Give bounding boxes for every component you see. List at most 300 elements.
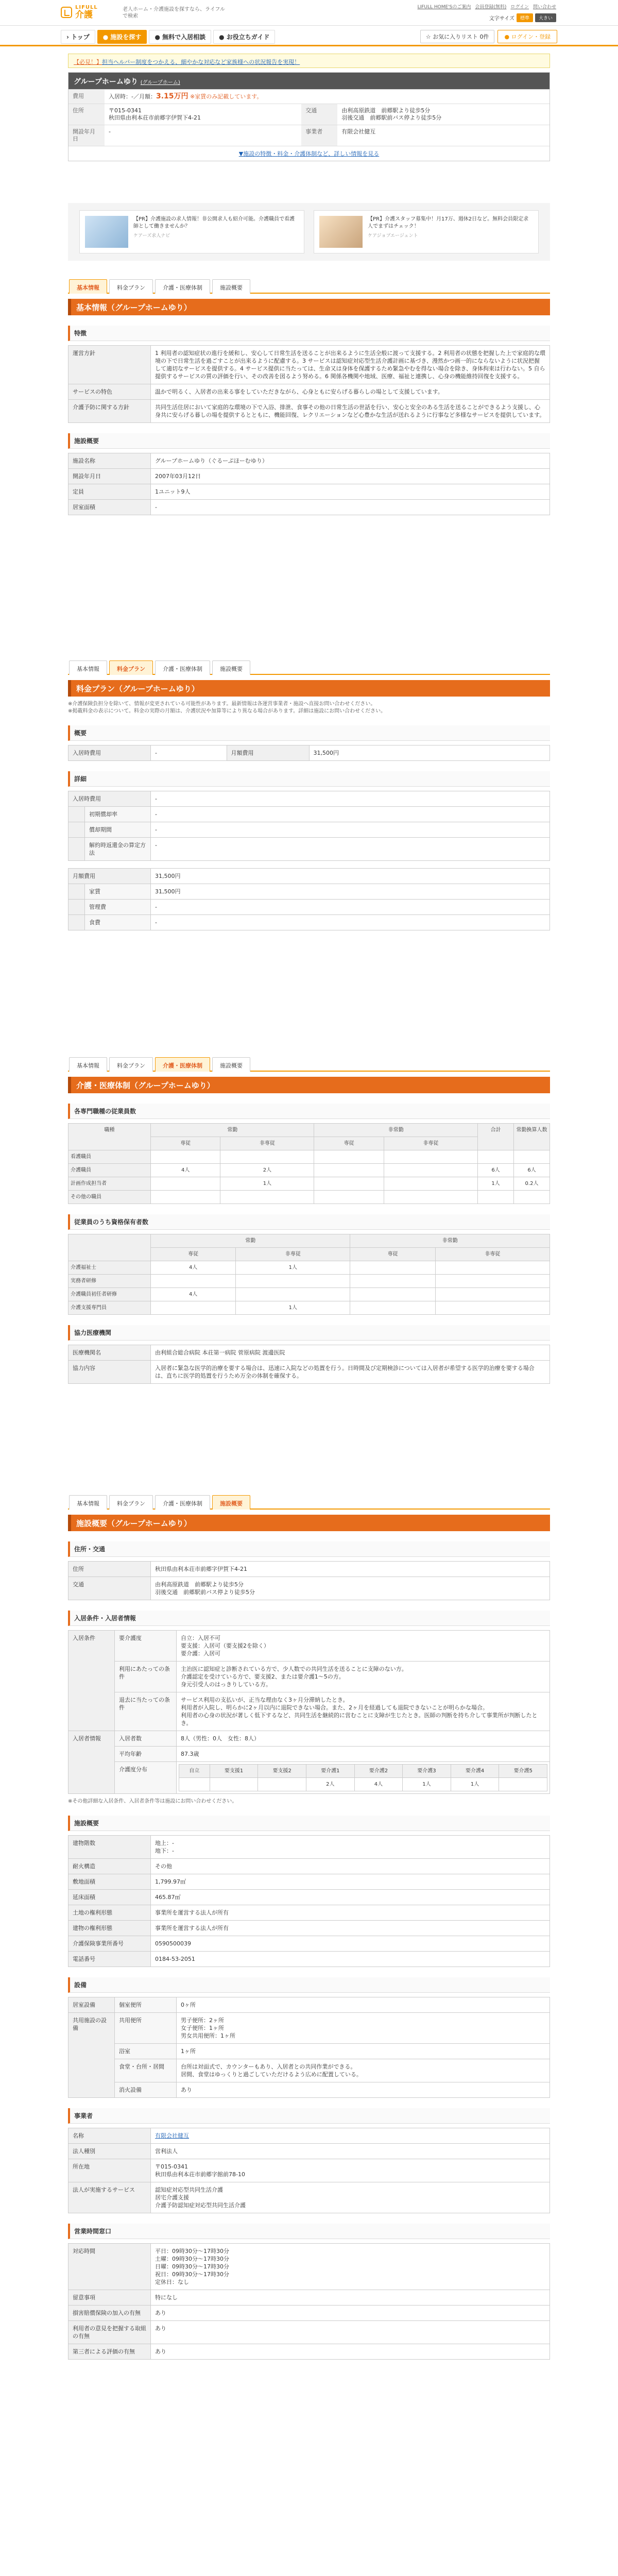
cell-label: 費用 bbox=[68, 90, 105, 104]
table-row bbox=[68, 1747, 550, 1762]
cell-value bbox=[435, 1275, 550, 1288]
subsection-title: 設備 bbox=[68, 1977, 550, 1993]
nav-guide-label: お役立ちガイド bbox=[226, 33, 270, 41]
facility-title: グループホームゆり bbox=[74, 78, 138, 86]
facility-type[interactable]: (グループホーム) bbox=[140, 80, 180, 86]
price-prefix: 入居時：-／月額： bbox=[109, 93, 156, 100]
font-large-button[interactable]: 大きい bbox=[535, 13, 556, 22]
table-row bbox=[68, 900, 550, 915]
tab-care[interactable]: 介護・医療体制 bbox=[155, 1057, 210, 1072]
nav-consult[interactable]: ● 無料で入居相談 bbox=[149, 30, 211, 44]
section-heading: 料金プラン（グループホームゆり） bbox=[68, 680, 550, 697]
cell-value: 2人 bbox=[220, 1164, 314, 1177]
tab-price[interactable]: 料金プラン bbox=[109, 1495, 153, 1510]
detail-link[interactable]: ▼施設の特徴・料金・介護体制など、詳しい情報を見る bbox=[68, 146, 550, 161]
nav-top[interactable]: › トップ bbox=[61, 30, 95, 44]
table-row bbox=[68, 384, 550, 400]
cell-value: 1人 bbox=[220, 1177, 314, 1191]
notice-text: 担当ヘルパー制度をつかえる、細やかな対応など家族様への状況報告を実現！ bbox=[102, 59, 300, 65]
cell-value bbox=[514, 1150, 550, 1164]
cell-label: 浴室 bbox=[115, 2044, 177, 2059]
subsection-title: 協力医療機関 bbox=[68, 1325, 550, 1341]
cell-label: 運営方針 bbox=[68, 346, 151, 384]
tagline: 老人ホーム・介護施設を探すなら、ライフルで検索 bbox=[123, 7, 225, 19]
nav-search-label: 施設を探す bbox=[110, 33, 142, 41]
cell-value: - bbox=[151, 915, 550, 930]
table-row bbox=[68, 822, 550, 838]
cell-value bbox=[210, 1778, 258, 1791]
cell-value: 共同生活住居において家庭的な環境の下で入浴、排泄、食事その他の日常生活の世話を行い、安心と安全のある生活を送ることができるよう支援し、心身共に安らげる暮しの場を提供するとともに、機能回復、レクリエーションなど心豊かな生活が送れるように行事など多様なサービスを提供しています。 bbox=[151, 400, 550, 423]
column-header: 非専従 bbox=[236, 1248, 350, 1261]
cell-value bbox=[236, 1288, 350, 1301]
cell-value: 1ユニット9人 bbox=[151, 484, 550, 500]
tab-facility[interactable]: 施設概要 bbox=[212, 1495, 250, 1510]
cell-value: 465.87㎡ bbox=[151, 1890, 550, 1905]
cell-label: 居室面積 bbox=[68, 500, 151, 515]
cell-value: 4人 bbox=[354, 1778, 403, 1791]
cell-label: 利用にあたっての条件 bbox=[115, 1662, 177, 1692]
table-row bbox=[68, 1191, 550, 1204]
nav-consult-label: 無料で入居相談 bbox=[162, 33, 206, 41]
section-tabs bbox=[68, 659, 550, 675]
facility-title-bar bbox=[68, 73, 550, 89]
cell-value: 男子便所：2ヶ所 女子便所：1ヶ所 男女共用便所：1ヶ所 bbox=[177, 2013, 550, 2044]
cell-value bbox=[350, 1288, 435, 1301]
table-row bbox=[68, 346, 550, 384]
cell-value bbox=[179, 1778, 210, 1791]
ad-area bbox=[68, 203, 550, 261]
cell-label: 償却期間 bbox=[85, 822, 151, 838]
cell-value: 4人 bbox=[151, 1288, 236, 1301]
table-row bbox=[68, 1261, 550, 1275]
login-button[interactable]: ● ログイン・登録 bbox=[497, 30, 557, 43]
cell-label: 延床面積 bbox=[68, 1890, 151, 1905]
table-row bbox=[68, 1577, 550, 1600]
table-row bbox=[68, 2044, 550, 2059]
column-header: 非専従 bbox=[220, 1137, 314, 1150]
cell-label: 平均年齢 bbox=[115, 1747, 177, 1762]
column-header: 常勤 bbox=[151, 1234, 350, 1248]
cell-value: 2007年03月12日 bbox=[151, 469, 550, 484]
nav-guide[interactable]: ● お役立ちガイド bbox=[213, 30, 275, 44]
cell-label: 要介護度 bbox=[115, 1631, 177, 1662]
cell-value: 4人 bbox=[151, 1164, 220, 1177]
cell-label: 居室設備 bbox=[68, 1997, 115, 2013]
facility-summary-table bbox=[68, 89, 550, 146]
site-logo[interactable] bbox=[61, 5, 98, 20]
font-size-label: 文字サイズ bbox=[489, 16, 514, 22]
cell-label: 利用者の意見を把握する取組の有無 bbox=[68, 2321, 151, 2344]
cell-label: 名称 bbox=[68, 2128, 151, 2144]
table-row bbox=[68, 484, 550, 500]
cell-value bbox=[151, 1177, 220, 1191]
building-table bbox=[68, 1835, 550, 1967]
column-header: 常勤換算人数 bbox=[514, 1124, 550, 1150]
column-header: 要介護2 bbox=[354, 1765, 403, 1778]
cell-value: 1人 bbox=[478, 1177, 514, 1191]
cell-value: あり bbox=[151, 2306, 550, 2321]
qualification-table bbox=[68, 1234, 550, 1315]
cell-label: 電話番号 bbox=[68, 1952, 151, 1967]
cell-value bbox=[384, 1177, 477, 1191]
table-row bbox=[68, 1301, 550, 1315]
cell-value bbox=[105, 90, 550, 104]
notice-prefix: 【必見！】 bbox=[74, 59, 102, 65]
cell-label: 初期償却率 bbox=[85, 807, 151, 822]
row-label: 計画作成担当者 bbox=[68, 1177, 151, 1191]
column-header: 専従 bbox=[314, 1137, 384, 1150]
column-header: 自立 bbox=[179, 1765, 210, 1778]
cell-value: サービス利用の支払いが、正当な理由なく3ヶ月分滞納したとき。 利用者が入院し、明らかに2ヶ月以内に退院できない場合。また、2ヶ月を経過しても退院できないことが明らかな場合。 利用者の心身の状況が著しく低下するなど、共同生活を継続的に営むことに支障が生じたとき。医師の判断を持ち介して事業所が判断したとき。 bbox=[177, 1692, 550, 1731]
ad-card[interactable] bbox=[314, 210, 539, 253]
cell-label: 共用便所 bbox=[115, 2013, 177, 2044]
table-row bbox=[68, 2321, 550, 2344]
cell-label: 交通 bbox=[68, 1577, 151, 1600]
cell-label: 所在地 bbox=[68, 2159, 151, 2182]
ad-text bbox=[368, 216, 533, 248]
cell-value: 1,799.97㎡ bbox=[151, 1874, 550, 1890]
column-header: 職種 bbox=[68, 1124, 151, 1150]
cell-label: 退去に当たっての条件 bbox=[115, 1692, 177, 1731]
cell-value: 〒015-0341 秋田県由利本荘市前郷字伊賀下4-21 bbox=[105, 104, 301, 125]
cell-value bbox=[350, 1261, 435, 1275]
table-row bbox=[68, 807, 550, 822]
section-heading: 介護・医療体制（グループホームゆり） bbox=[68, 1077, 550, 1093]
cell-label: 解約時返還金の算定方法 bbox=[85, 838, 151, 861]
cell-indent bbox=[68, 900, 85, 915]
entry-cost-table bbox=[68, 791, 550, 861]
table-row bbox=[68, 1762, 550, 1794]
cell-value: 由利組合総合病院 本荘第一病院 菅原病院 渡邊医院 bbox=[151, 1345, 550, 1361]
tab-price[interactable]: 料金プラン bbox=[109, 279, 153, 294]
table-row bbox=[68, 884, 550, 900]
row-label: 介護職員 bbox=[68, 1164, 151, 1177]
table-row bbox=[68, 1890, 550, 1905]
tab-basic[interactable]: 基本情報 bbox=[69, 1495, 107, 1510]
cell-label: 敷地面積 bbox=[68, 1874, 151, 1890]
cell-label: 個室便所 bbox=[115, 1997, 177, 2013]
table-row bbox=[68, 1662, 550, 1692]
column-header: 要支援1 bbox=[210, 1765, 258, 1778]
favorites-count: 0件 bbox=[479, 33, 489, 40]
cell-value: 0ヶ所 bbox=[177, 1997, 550, 2013]
cell-label: 入居時費用 bbox=[68, 745, 151, 761]
monthly-price: 3.15万円 bbox=[156, 92, 188, 100]
cell-value: 1人 bbox=[236, 1261, 350, 1275]
cell-value: 秋田県由利本荘市前郷字伊賀下4-21 bbox=[151, 1562, 550, 1577]
tab-basic[interactable]: 基本情報 bbox=[69, 1057, 107, 1072]
table-header-row bbox=[68, 1234, 550, 1248]
cell-value bbox=[499, 1778, 547, 1791]
subsection-title: 概要 bbox=[68, 725, 550, 741]
cell-label: 施設名称 bbox=[68, 453, 151, 469]
table-row bbox=[68, 1952, 550, 1967]
subsection-title: 事業者 bbox=[68, 2108, 550, 2124]
row-label: 介護支援専門員 bbox=[68, 1301, 151, 1315]
cell-value: 0590500039 bbox=[151, 1936, 550, 1952]
cell-value: 4人 bbox=[151, 1261, 236, 1275]
cell-value bbox=[514, 1191, 550, 1204]
cell-value bbox=[314, 1150, 384, 1164]
cell-label: 月額費用 bbox=[68, 869, 151, 884]
cell-value: 台所は対面式で、カウンターもあり、入居者との共同作業ができる。 居間、食堂はゆっくりと過ごしていただけるよう広めに配置している。 bbox=[177, 2059, 550, 2082]
cell-value bbox=[384, 1150, 477, 1164]
cell-value bbox=[258, 1778, 306, 1791]
table-row bbox=[68, 453, 550, 469]
top-link[interactable]: ログイン bbox=[510, 5, 529, 10]
ad-source: ケアーズ求人ナビ bbox=[133, 233, 170, 239]
tab-price[interactable]: 料金プラン bbox=[109, 660, 153, 675]
cell-label: 住所 bbox=[68, 104, 105, 125]
price-note: ※介護保険負担分を除いて、情報が変更されている可能性があります。最新情報は各運営事業者・施設へ直接お問い合わせください。 ※掲載料金の表示について。料金の実際の月額は、介護状況や加算等により異なる場合があります。詳細は施設にお問い合わせください。 bbox=[68, 701, 386, 714]
cell-value: - bbox=[151, 745, 227, 761]
cell-value bbox=[478, 1150, 514, 1164]
tab-care[interactable]: 介護・医療体制 bbox=[155, 1495, 210, 1510]
cell-indent bbox=[68, 884, 85, 900]
cell-value: 温かで明るく、入居者の出来る事をしていただきながら、心身ともに安らげる暮らしの場として支援しています。 bbox=[151, 384, 550, 400]
font-size-switcher bbox=[489, 13, 556, 22]
access-table bbox=[68, 1561, 550, 1600]
row-label: その他の職員 bbox=[68, 1191, 151, 1204]
table-row bbox=[68, 745, 550, 761]
cell-label: 定員 bbox=[68, 484, 151, 500]
notice-banner[interactable] bbox=[68, 54, 550, 68]
cell-value bbox=[151, 1275, 236, 1288]
hours-table bbox=[68, 2243, 550, 2360]
cell-value: 主治医に認知症と診断されている方で、少人数での共同生活を送ることに支障のない方。 介護認定を受けている方で、要支援2、または要介護1～5の方。 身元引受人のはっきりしている方。 bbox=[177, 1662, 550, 1692]
cell-value: 0.2人 bbox=[514, 1177, 550, 1191]
operator-link[interactable]: 有限会社健互 bbox=[155, 2132, 189, 2139]
column-header: 専従 bbox=[151, 1137, 220, 1150]
cell-value: 地上：- 地下：- bbox=[151, 1836, 550, 1859]
cell-value bbox=[435, 1301, 550, 1315]
section-basic bbox=[68, 278, 550, 515]
cell-value: 87.3歳 bbox=[177, 1747, 550, 1762]
cell-value bbox=[314, 1191, 384, 1204]
table-row bbox=[68, 2182, 550, 2213]
cell-value: 入居者に緊急な医学的治療を要する場合は、迅速に入院などの処置を行う。日時間及び定期検診については入居者が希望する医学的治療を要する場合は、直ちに医学的処置を行うため万全の体制を確保する。 bbox=[151, 1361, 550, 1384]
cell-label: 食費 bbox=[85, 915, 151, 930]
table-header-row bbox=[68, 1124, 550, 1137]
cell-label: 医療機関名 bbox=[68, 1345, 151, 1361]
cell-value: - bbox=[151, 807, 550, 822]
cell-value bbox=[151, 1301, 236, 1315]
table-row bbox=[68, 1692, 550, 1731]
table-row bbox=[68, 2082, 550, 2098]
cell-label: 管理費 bbox=[85, 900, 151, 915]
table-row bbox=[68, 1177, 550, 1191]
cell-value: 1人 bbox=[451, 1778, 499, 1791]
cell-label: 食堂・台所・居間 bbox=[115, 2059, 177, 2082]
tab-basic[interactable]: 基本情報 bbox=[69, 279, 107, 294]
font-standard-button[interactable]: 標準 bbox=[517, 13, 533, 22]
cell-label: 第三者による評価の有無 bbox=[68, 2344, 151, 2360]
cell-label: 損害賠償保険の加入の有無 bbox=[68, 2306, 151, 2321]
cell-value: 1ヶ所 bbox=[177, 2044, 550, 2059]
cell-label: 入居条件 bbox=[68, 1631, 115, 1731]
tab-facility[interactable]: 施設概要 bbox=[212, 660, 250, 675]
row-label: 介護職員初任者研修 bbox=[68, 1288, 151, 1301]
subsection-title: 詳細 bbox=[68, 771, 550, 787]
cell-label: サービスの特色 bbox=[68, 384, 151, 400]
cell-value: その他 bbox=[151, 1859, 550, 1874]
column-header: 専従 bbox=[350, 1248, 435, 1261]
equipment-table bbox=[68, 1997, 550, 2098]
subsection-title: 施設概要 bbox=[68, 433, 550, 449]
cell-value: 31,500円 bbox=[151, 884, 550, 900]
favorites-label: お気に入りリスト bbox=[433, 33, 478, 40]
cell-label: 開設年月日 bbox=[68, 125, 105, 146]
table-row bbox=[68, 2344, 550, 2360]
cell-label: 建物の権利形態 bbox=[68, 1921, 151, 1936]
cell-indent bbox=[68, 915, 85, 930]
cell-value bbox=[151, 1191, 220, 1204]
table-row bbox=[68, 1921, 550, 1936]
cell-label: 共用施設の設備 bbox=[68, 2013, 115, 2098]
cell-label: 入居者情報 bbox=[68, 1731, 115, 1794]
tab-basic[interactable]: 基本情報 bbox=[69, 660, 107, 675]
cell-value: - bbox=[151, 900, 550, 915]
brand-name: 介護 bbox=[75, 10, 93, 20]
column-header: 要支援2 bbox=[258, 1765, 306, 1778]
cell-indent bbox=[68, 807, 85, 822]
tab-price[interactable]: 料金プラン bbox=[109, 1057, 153, 1072]
column-header: 非専従 bbox=[384, 1137, 477, 1150]
table-row bbox=[68, 2144, 550, 2159]
row-label: 介護福祉士 bbox=[68, 1261, 151, 1275]
column-header: 要介護5 bbox=[499, 1765, 547, 1778]
cell-value: 1 利用者の認知症状の進行を緩和し、安心して日常生活を送ることが出来るように生活全般に渡って支援する。2 利用者の状態を把握した上で家庭的な環境の下で日常生活を過ごすことが出来るように配慮する。3 サービスは認知症対応型生活介護計画に基づき、漫然かつ画一的にならないように状況把握して適切なサービスを提供する。4 サービス提供に当たっては、生命又は身体を保護するため緊急やむを得ない場合を除き、身体拘束は行わない。5 自ら提供するサービスの質の評価を行い、その改善を図るよう努める。6 関係各機関や地域、医療、福祉と連携し、心身の機能維持回復を支援する。 bbox=[151, 346, 550, 384]
cell-value bbox=[384, 1191, 477, 1204]
tab-facility[interactable]: 施設概要 bbox=[212, 1057, 250, 1072]
staff-table bbox=[68, 1123, 550, 1204]
cell-label: 土地の権利形態 bbox=[68, 1905, 151, 1921]
nav-top-label: トップ bbox=[71, 33, 90, 41]
cell-value: 特になし bbox=[151, 2290, 550, 2306]
table-row bbox=[68, 1731, 550, 1747]
monthly-cost-table bbox=[68, 868, 550, 930]
cell-label: 家賃 bbox=[85, 884, 151, 900]
care-level-table bbox=[179, 1764, 547, 1791]
table-row bbox=[68, 1288, 550, 1301]
cell-indent bbox=[68, 822, 85, 838]
table-row bbox=[68, 2244, 550, 2290]
cell-label: 入居者数 bbox=[115, 1731, 177, 1747]
column-header: 要介護3 bbox=[403, 1765, 451, 1778]
cell-label: 消火設備 bbox=[115, 2082, 177, 2098]
column-header: 合計 bbox=[478, 1124, 514, 1150]
cell-value bbox=[220, 1191, 314, 1204]
top-link[interactable]: 問い合わせ bbox=[533, 5, 556, 10]
conditions-table bbox=[68, 1630, 550, 1794]
table-row bbox=[68, 2159, 550, 2182]
table-row bbox=[68, 1936, 550, 1952]
ad-title: 【PR】介護施設の求人情報！非公開求人も紹介可能。介護職員で看護師として働きませんか？ bbox=[133, 216, 295, 229]
top-link[interactable]: LIFULL HOME'Sのご案内 bbox=[417, 5, 471, 10]
table-row bbox=[68, 2290, 550, 2306]
cell-value bbox=[314, 1164, 384, 1177]
column-header: 常勤 bbox=[151, 1124, 314, 1137]
cell-value: 由利高原鉄道 前郷駅より徒歩5分 羽後交通 前郷駅前バス停より徒歩5分 bbox=[151, 1577, 550, 1600]
table-row bbox=[68, 2013, 550, 2044]
cell-value: 1人 bbox=[403, 1778, 451, 1791]
subsection-title: 入居条件・入居者情報 bbox=[68, 1611, 550, 1626]
section-care bbox=[68, 1056, 550, 1384]
overview-table bbox=[68, 453, 550, 515]
table-row bbox=[68, 838, 550, 861]
table-row bbox=[68, 1345, 550, 1361]
table-row bbox=[68, 1859, 550, 1874]
cell-label: 開設年月日 bbox=[68, 469, 151, 484]
table-row bbox=[68, 500, 550, 515]
cell-label: 法人種別 bbox=[68, 2144, 151, 2159]
cell-label: 介護保険事業所番号 bbox=[68, 1936, 151, 1952]
cell-value: 6人 bbox=[478, 1164, 514, 1177]
cell-value: あり bbox=[151, 2321, 550, 2344]
top-link[interactable]: 会員登録(無料) bbox=[475, 5, 507, 10]
column-header: 要介護1 bbox=[306, 1765, 355, 1778]
cell-value: 〒015-0341 秋田県由利本荘市前郷字館前78-10 bbox=[151, 2159, 550, 2182]
cell-value: 営利法人 bbox=[151, 2144, 550, 2159]
table-row bbox=[68, 2128, 550, 2144]
cell-label: 留意事項 bbox=[68, 2290, 151, 2306]
cell-value: - bbox=[151, 791, 550, 807]
ad-card[interactable] bbox=[79, 210, 304, 253]
section-tabs bbox=[68, 1494, 550, 1510]
cell-value: 認知症対応型共同生活介護 居宅介護支援 介護予防認知症対応型共同生活介護 bbox=[151, 2182, 550, 2213]
column-header: 非常勤 bbox=[314, 1124, 478, 1137]
subsection-title: 各専門職種の従業員数 bbox=[68, 1104, 550, 1119]
brand-top: LIFULL bbox=[75, 5, 98, 10]
cell-value: - bbox=[151, 838, 550, 861]
cell-label: 介護度分布 bbox=[115, 1762, 177, 1794]
tab-care[interactable]: 介護・医療体制 bbox=[155, 660, 210, 675]
cell-value: 31,500円 bbox=[151, 869, 550, 884]
section-tabs bbox=[68, 278, 550, 294]
cell-value: 自立：入居不可 要支援：入居可（要支援2を除く） 要介護：入居可 bbox=[177, 1631, 550, 1662]
tab-care[interactable]: 介護・医療体制 bbox=[155, 279, 210, 294]
table-row bbox=[68, 791, 550, 807]
column-header: 非常勤 bbox=[350, 1234, 550, 1248]
care-level-cell bbox=[177, 1762, 550, 1794]
cell-value: 由利高原鉄道 前郷駅より徒歩5分 羽後交通 前郷駅前バス停より徒歩5分 bbox=[337, 104, 550, 125]
cell-value: 1人 bbox=[236, 1301, 350, 1315]
price-summary-table bbox=[68, 745, 550, 761]
nav-search[interactable]: ● 施設を探す bbox=[97, 30, 147, 44]
cell-value: - bbox=[105, 125, 301, 146]
cell-indent bbox=[68, 838, 85, 861]
cell-value: 2人 bbox=[306, 1778, 355, 1791]
cell-value: - bbox=[151, 822, 550, 838]
tab-facility[interactable]: 施設概要 bbox=[212, 279, 250, 294]
cell-label: 入居時費用 bbox=[68, 791, 151, 807]
subsection-title: 施設概要 bbox=[68, 1816, 550, 1831]
top-links bbox=[418, 3, 556, 10]
favorites-button[interactable]: ☆ お気に入りリスト 0件 bbox=[420, 30, 495, 43]
section-heading: 基本情報（グループホームゆり） bbox=[68, 299, 550, 315]
cell-label: 対応時間 bbox=[68, 2244, 151, 2290]
cell-value: 有限会社健互 bbox=[337, 125, 550, 146]
table-row bbox=[68, 400, 550, 423]
table-row bbox=[68, 1150, 550, 1164]
cell-label: 住所 bbox=[68, 1562, 151, 1577]
cell-value bbox=[435, 1288, 550, 1301]
house-icon bbox=[61, 7, 72, 18]
table-row bbox=[68, 469, 550, 484]
row-label: 実務者研修 bbox=[68, 1275, 151, 1288]
care-level-note: ※その他詳細な入居条件、入居者条件等は施設にお問い合わせください。 bbox=[68, 1799, 237, 1804]
cell-label: 事業者 bbox=[301, 125, 337, 146]
